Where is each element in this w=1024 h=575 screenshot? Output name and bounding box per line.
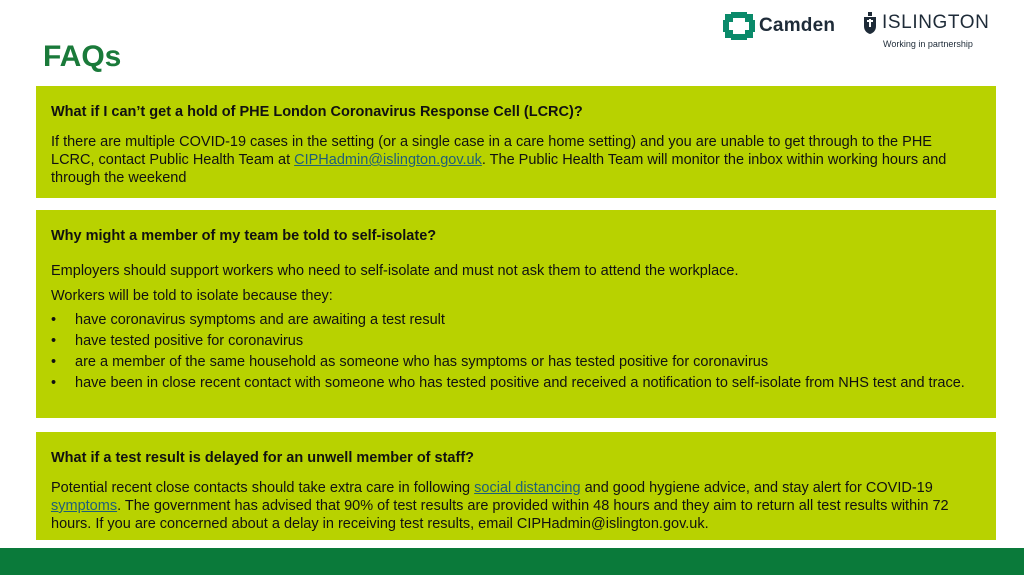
faq-panel-test-delay (36, 432, 996, 540)
faq-question: What if I can’t get a hold of PHE London Coronavirus Response Cell (LCRC)? (51, 104, 583, 120)
faq-panel-self-isolate (36, 210, 996, 418)
islington-crest-icon (862, 12, 878, 34)
list-item (51, 374, 978, 392)
partnership-tagline: Working in partnership (883, 39, 973, 49)
list-item (51, 311, 978, 329)
faq-question: What if a test result is delayed for an unwell member of staff? (51, 450, 474, 466)
list-item (51, 353, 978, 371)
symptoms-link[interactable]: symptoms (51, 498, 118, 514)
isolation-reasons-list (51, 311, 978, 395)
list-item-text: have tested positive for coronavirus (75, 333, 304, 349)
bullet-icon: • (51, 354, 57, 370)
faq-answer-text: Potential recent close contacts should take extra care in following (51, 480, 475, 496)
email-link[interactable]: CIPHadmin@islington.gov.uk (294, 152, 482, 168)
faq-answer-text: . The government has advised that 90% of test results are provided within 48 hours and they aim to return all test results within 72 hours. If you are concerned about a delay in receiving test results, email CIPHadmin@islington.gov.uk. (51, 498, 949, 532)
social-distancing-link[interactable]: social distancing (474, 480, 581, 496)
faq-answer-text: and good hygiene advice, and stay alert for COVID-19 (580, 480, 933, 496)
islington-logo-text: ISLINGTON (882, 12, 990, 33)
footer-bar (0, 548, 1024, 575)
list-item-text: have coronavirus symptoms and are awaiting a test result (75, 312, 445, 328)
camden-logo-mark-icon (723, 12, 755, 40)
list-item (51, 332, 978, 350)
faq-panel-lcrc (36, 86, 996, 198)
islington-logo (862, 12, 989, 49)
faq-answer-text: Workers will be told to isolate because they: (51, 288, 333, 304)
faq-answer (51, 479, 978, 533)
camden-logo-text: Camden (759, 15, 836, 36)
faq-answer (51, 133, 978, 187)
faq-answer-text: . The Public Health Team will monitor the inbox within working hours and through the weekend (51, 152, 947, 186)
camden-logo (723, 12, 835, 40)
list-item-text: have been in close recent contact with someone who has tested positive and received a notification to self-isolate from NHS test and trace. (75, 375, 965, 391)
bullet-icon: • (51, 312, 57, 328)
faq-answer-text: If there are multiple COVID-19 cases in the setting (or a single case in a care home setting) and you are unable to get through to the PHE LCRC, contact Public Health Team at (51, 134, 932, 168)
faq-question: Why might a member of my team be told to self-isolate? (51, 228, 437, 244)
page-title: FAQs (43, 40, 122, 73)
bullet-icon: • (51, 375, 57, 391)
list-item-text: are a member of the same household as someone who has symptoms or has tested positive for coronavirus (75, 354, 769, 370)
bullet-icon: • (51, 333, 57, 349)
faq-answer-text: Employers should support workers who need to self-isolate and must not ask them to attend the workplace. (51, 263, 739, 279)
